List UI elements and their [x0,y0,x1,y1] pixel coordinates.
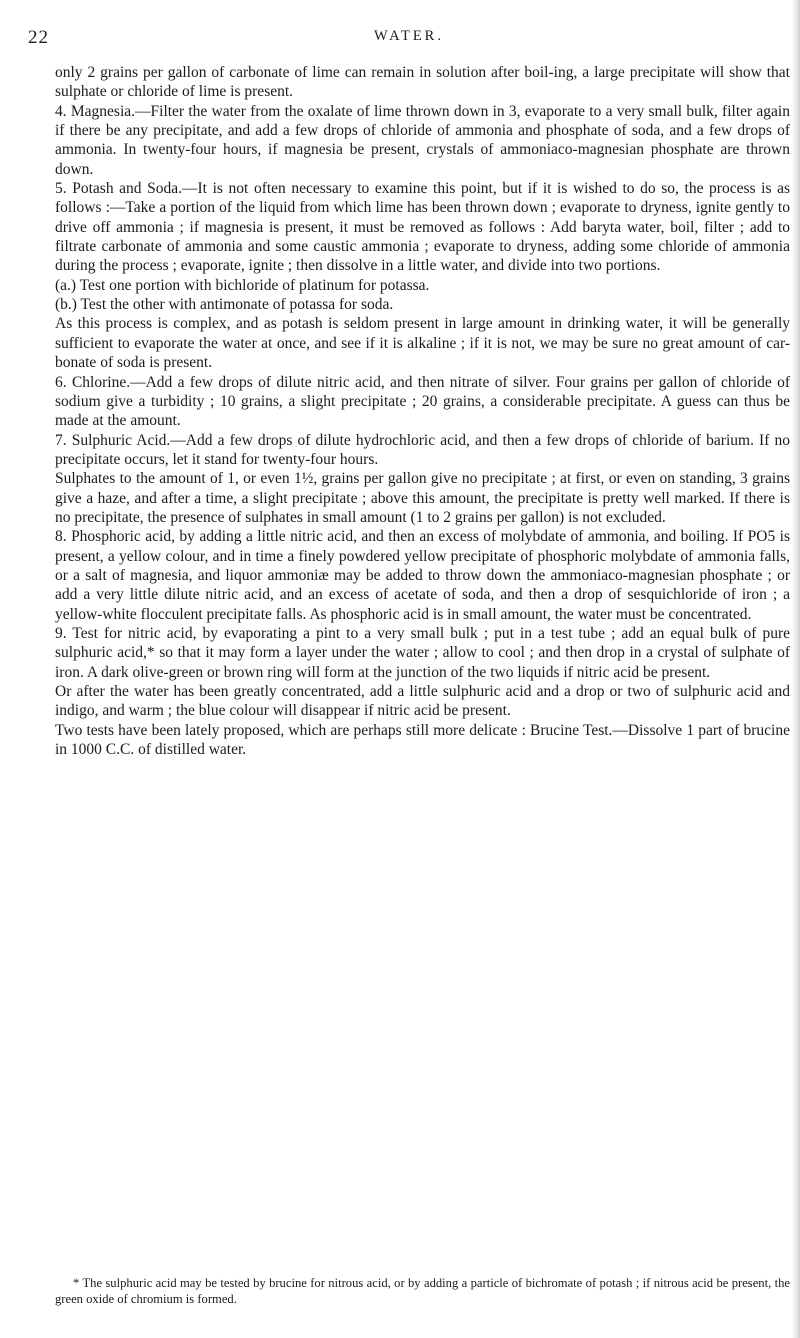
footnote [55,1275,790,1307]
page-edge [792,0,800,1338]
paragraph: 7. Sulphuric Acid.—Add a few drops of dilute hydrochloric acid, and then a few drops of chloride of barium. If no precipitate occurs, let it stand for twenty-four hours. [55,431,790,468]
paragraph: Sulphates to the amount of 1, or even 1½, grains per gallon give no precipitate ; at first, or even on standing, 3 grains give a haze, and after a time, a slight precipitate ; above this amount, the precipitate is pretty well marked. If there is no precipitate, the presence of sulphates in small amount (1 to 2 grains per gallon) is not excluded. [55,470,790,526]
running-head: WATER. [374,28,444,44]
page-header [24,27,784,55]
paragraph: Two tests have been lately proposed, which are perhaps still more delicate : Brucine Test.—Dissolve 1 part of brucine in 1000 C.C. of distilled water. [55,721,790,759]
paragraph: only 2 grains per gallon of carbonate of lime can remain in solution after boil-ing, a large precipitate will show that sulphate or chloride of lime is present. [55,64,790,101]
footnote-text: * The sulphuric acid may be tested by brucine for nitrous acid, or by adding a particle of bichromate of potash ; if nitrous acid be present, the green oxide of chromium is formed. [55,1276,790,1306]
paragraph: 6. Chlorine.—Add a few drops of dilute nitric acid, and then nitrate of silver. Four grains per gallon of chloride of sodium give a turbidity ; 10 grains, a slight precipitate ; 20 grains, a considerable precipitate. A guess can thus be made at the amount. [55,373,790,430]
page-number: 22 [28,27,49,48]
paragraph: 4. Magnesia.—Filter the water from the oxalate of lime thrown down in 3, evaporate to a very small bulk, filter again if there be any precipitate, and add a few drops of chloride of ammonia and phosphate of soda, and a few drops of ammonia. In twenty-four hours, if magnesia be present, crystals of ammoniaco-magnesian phosphate are thrown down. [55,102,790,178]
paragraph: (b.) Test the other with antimonate of potassa for soda. [55,296,394,314]
paragraph: 5. Potash and Soda.—It is not often necessary to examine this point, but if it is wished to do so, the process is as follows :—Take a portion of the liquid from which lime has been thrown down ; evaporate to dryness, ignite gently to drive off ammonia ; if magnesia is present, it must be removed as follows : Add baryta water, boil, filter ; add to filtrate carbonate of ammonia and some caustic ammonia ; evaporate to dryness, adding some chloride of ammonia during the process ; evaporate, ignite ; then dissolve in a little water, and divide into two portions. [55,180,790,275]
paragraph: Or after the water has been greatly concentrated, add a little sulphuric acid and a drop or two of sulphuric acid and indigo, and warm ; the blue colour will disappear if nitric acid be present. [55,683,790,720]
paragraph: 8. Phosphoric acid, by adding a little nitric acid, and then an excess of molybdate of ammonia, and boiling. If PO5 is present, a yellow colour, and in time a finely powdered yellow precipitate of phosphoric molybdate of ammonia falls, or a salt of magnesia, and liquor ammoniæ may be added to throw down the ammoniaco-magnesian phosphate ; or add a very little dilute nitric acid, and an excess of acetate of soda, and then a drop of sesquichloride of iron ; a yellow-white flocculent precipitate falls. As phosphoric acid is in small amount, the water must be concentrated. [55,528,790,623]
paragraph: As this process is complex, and as potash is seldom present in large amount in drinking water, it will be generally sufficient to evaporate the water at once, and see if it is alkaline ; if it is not, we may be sure no great amount of car-bonate of soda is present. [55,315,790,372]
paragraph: 9. Test for nitric acid, by evaporating a pint to a very small bulk ; put in a test tube ; add an equal bulk of pure sulphuric acid,* so that it may form a layer under the water ; allow to cool ; and then drop in a crystal of sulphate of iron. A dark olive-green or brown ring will form at the junction of the two liquids if nitric acid be present. [55,624,790,681]
paragraph: (a.) Test one portion with bichloride of platinum for potassa. [55,276,430,294]
body-text [55,63,790,759]
